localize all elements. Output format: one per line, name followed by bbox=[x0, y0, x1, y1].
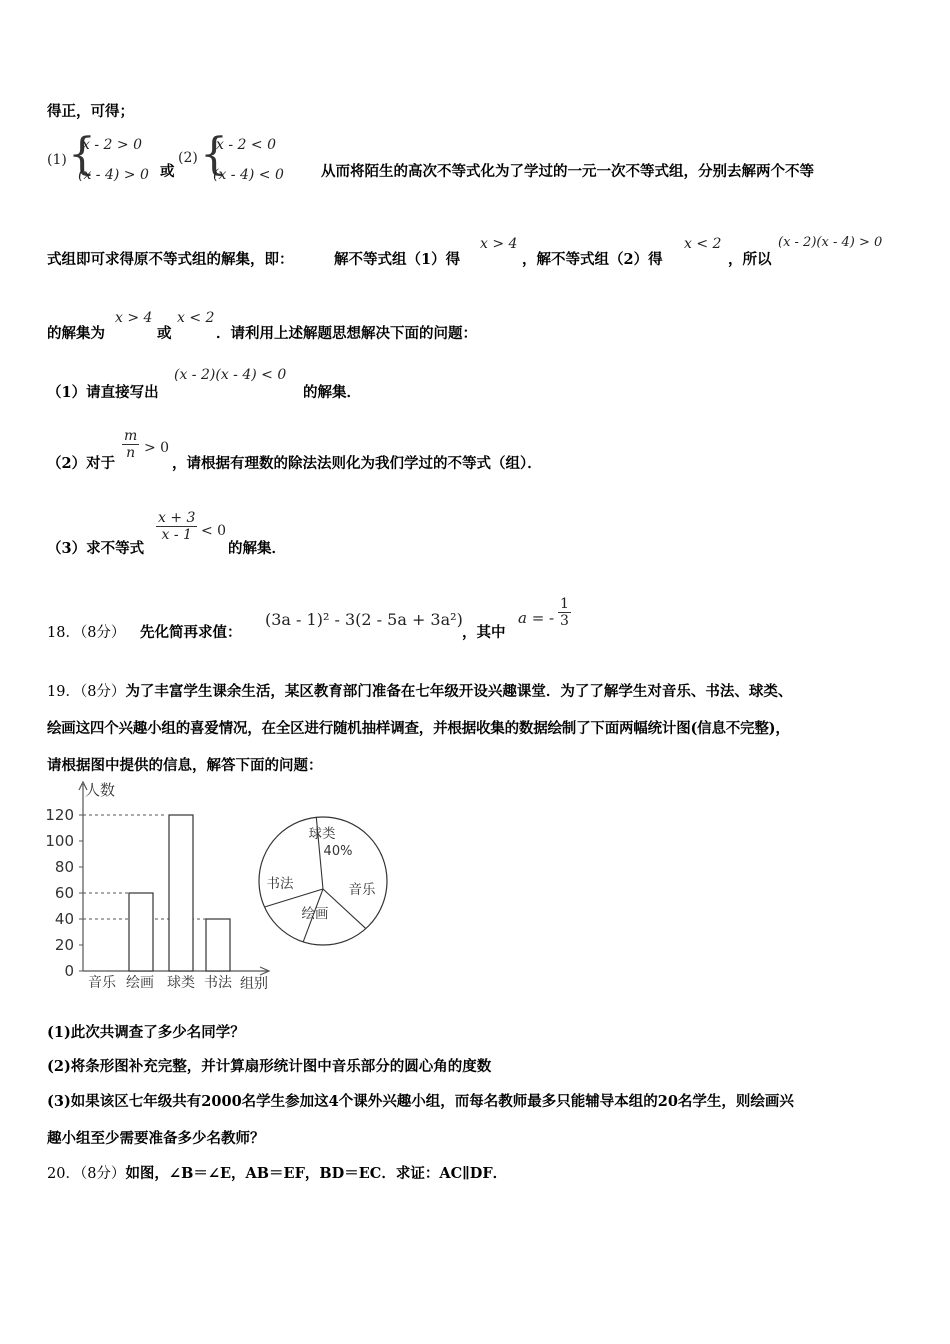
system-1-brace: { bbox=[68, 129, 96, 180]
q1-a: （1）请直接写出 bbox=[47, 384, 159, 401]
line3-math-3: (x - 2)(x - 4) > 0 bbox=[778, 235, 883, 250]
q3-relation: < 0 bbox=[201, 523, 227, 539]
problem-18-fraction bbox=[558, 596, 571, 629]
intro-text: 得正，可得； bbox=[47, 103, 134, 120]
problem-18-denominator: 3 bbox=[560, 613, 569, 629]
q2-a: （2）对于 bbox=[47, 455, 116, 472]
pie-label-绘画: 绘画 bbox=[301, 906, 329, 922]
bar-球类 bbox=[169, 815, 193, 971]
pie-value-球类: 40% bbox=[323, 844, 353, 859]
q3-a: （3）求不等式 bbox=[47, 540, 145, 557]
problem-18-number: 18．（8分） bbox=[47, 625, 126, 641]
problem-19-line1 bbox=[47, 680, 792, 701]
pie-label-球类: 球类 bbox=[308, 826, 336, 842]
sub-question-2: (2)将条形图补充完整，并计算扇形统计图中音乐部分的圆心角的度数 bbox=[47, 1058, 492, 1075]
problem-20 bbox=[47, 1162, 507, 1183]
q2-relation: > 0 bbox=[144, 440, 170, 456]
y-tick-label: 80 bbox=[54, 858, 74, 876]
system-2-brace: { bbox=[200, 129, 228, 180]
q2-numerator: m bbox=[124, 428, 138, 444]
x-tick-label: 书法 bbox=[204, 975, 232, 991]
line3-d: ，所以 bbox=[728, 251, 772, 268]
line3-math-2: x < 2 bbox=[684, 236, 722, 252]
y-tick-label: 0 bbox=[64, 962, 74, 980]
q3-numerator: x + 3 bbox=[158, 510, 196, 526]
q1-math: (x - 2)(x - 4) < 0 bbox=[174, 367, 287, 383]
line3-math-1: x > 4 bbox=[480, 236, 518, 252]
line4-math-1: x > 4 bbox=[115, 310, 153, 326]
q2-denominator: n bbox=[126, 445, 136, 461]
system-2-row1: x - 2 < 0 bbox=[216, 137, 276, 153]
pie-chart bbox=[252, 810, 394, 952]
problem-19-number: 19．（8分） bbox=[47, 684, 126, 700]
bar-绘画 bbox=[129, 893, 153, 971]
y-tick-label: 20 bbox=[54, 936, 74, 954]
problem-19-line3: 请根据图中提供的信息，解答下面的问题： bbox=[47, 757, 323, 774]
system-2-row2: (x - 4) < 0 bbox=[213, 167, 284, 183]
problem-20-number: 20．（8分） bbox=[47, 1166, 126, 1182]
q3-b: 的解集． bbox=[228, 540, 286, 557]
system-1-row1: x - 2 > 0 bbox=[82, 137, 142, 153]
system-1-label: (1) bbox=[47, 152, 67, 168]
x-axis-label: 组别 bbox=[240, 976, 268, 992]
y-tick-label: 100 bbox=[45, 832, 74, 850]
q3-fraction bbox=[156, 510, 197, 543]
q3-denominator: x - 1 bbox=[161, 527, 192, 543]
line3-b: 解不等式组（1）得 bbox=[334, 251, 461, 268]
pie-label-书法: 书法 bbox=[266, 876, 294, 892]
sub-question-3-line1: (3)如果该区七年级共有2000名学生参加这4个课外兴趣小组，而每名教师最多只能辅导本组的20名学生，则绘画兴 bbox=[47, 1093, 794, 1110]
line4-math-2: x < 2 bbox=[177, 310, 215, 326]
sub-question-1: (1)此次共调查了多少名同学？ bbox=[47, 1024, 245, 1041]
problem-19-text-1: 为了丰富学生课余生活，某区教育部门准备在七年级开设兴趣课堂．为了了解学生对音乐、书法、球类、 bbox=[125, 683, 793, 700]
x-tick-label: 球类 bbox=[167, 975, 195, 991]
line3-a: 式组即可求得原不等式组的解集，即： bbox=[47, 251, 294, 268]
bar-书法 bbox=[206, 919, 230, 971]
q2-fraction bbox=[122, 428, 139, 461]
q1-b: 的解集． bbox=[303, 384, 361, 401]
y-tick-label: 60 bbox=[54, 884, 74, 902]
system-2-label: (2) bbox=[178, 150, 198, 166]
problem-18-numerator: 1 bbox=[560, 596, 569, 612]
problem-18-var: a = - bbox=[518, 609, 555, 627]
y-tick-label: 120 bbox=[45, 806, 74, 824]
pie-label-音乐: 音乐 bbox=[348, 882, 376, 898]
line2-text: 从而将陌生的高次不等式化为了学过的一元一次不等式组，分别去解两个不等 bbox=[321, 163, 814, 180]
y-tick-label: 40 bbox=[54, 910, 74, 928]
x-tick-label: 绘画 bbox=[126, 975, 154, 991]
line4-c: ．请利用上述解题思想解决下面的问题： bbox=[216, 325, 477, 342]
x-tick-label: 音乐 bbox=[88, 975, 116, 991]
system-1-row2: (x - 4) > 0 bbox=[78, 167, 149, 183]
y-axis-label: 人数 bbox=[85, 781, 116, 799]
line4-b: 或 bbox=[157, 325, 172, 342]
q2-b: ，请根据有理数的除法法则化为我们学过的不等式（组）． bbox=[172, 455, 542, 472]
line3-c: ，解不等式组（2）得 bbox=[522, 251, 663, 268]
sub-question-3-line2: 趣小组至少需要准备多少名教师？ bbox=[47, 1130, 265, 1147]
line4-a: 的解集为 bbox=[47, 325, 105, 342]
problem-19-line2: 绘画这四个兴趣小组的喜爱情况，在全区进行随机抽样调查，并根据收集的数据绘制了下面两幅统计图(信息不完整)， bbox=[47, 720, 790, 737]
or-word: 或 bbox=[160, 163, 175, 180]
intro-line bbox=[47, 102, 907, 122]
problem-18-where: ，其中 bbox=[462, 624, 506, 641]
problem-20-text: 如图，∠B＝∠E，AB＝EF，BD＝EC．求证：AC∥DF． bbox=[125, 1165, 508, 1182]
problem-18-expression: (3a - 1)² - 3(2 - 5a + 3a²) bbox=[265, 610, 463, 629]
problem-18-text: 先化简再求值： bbox=[140, 624, 242, 641]
